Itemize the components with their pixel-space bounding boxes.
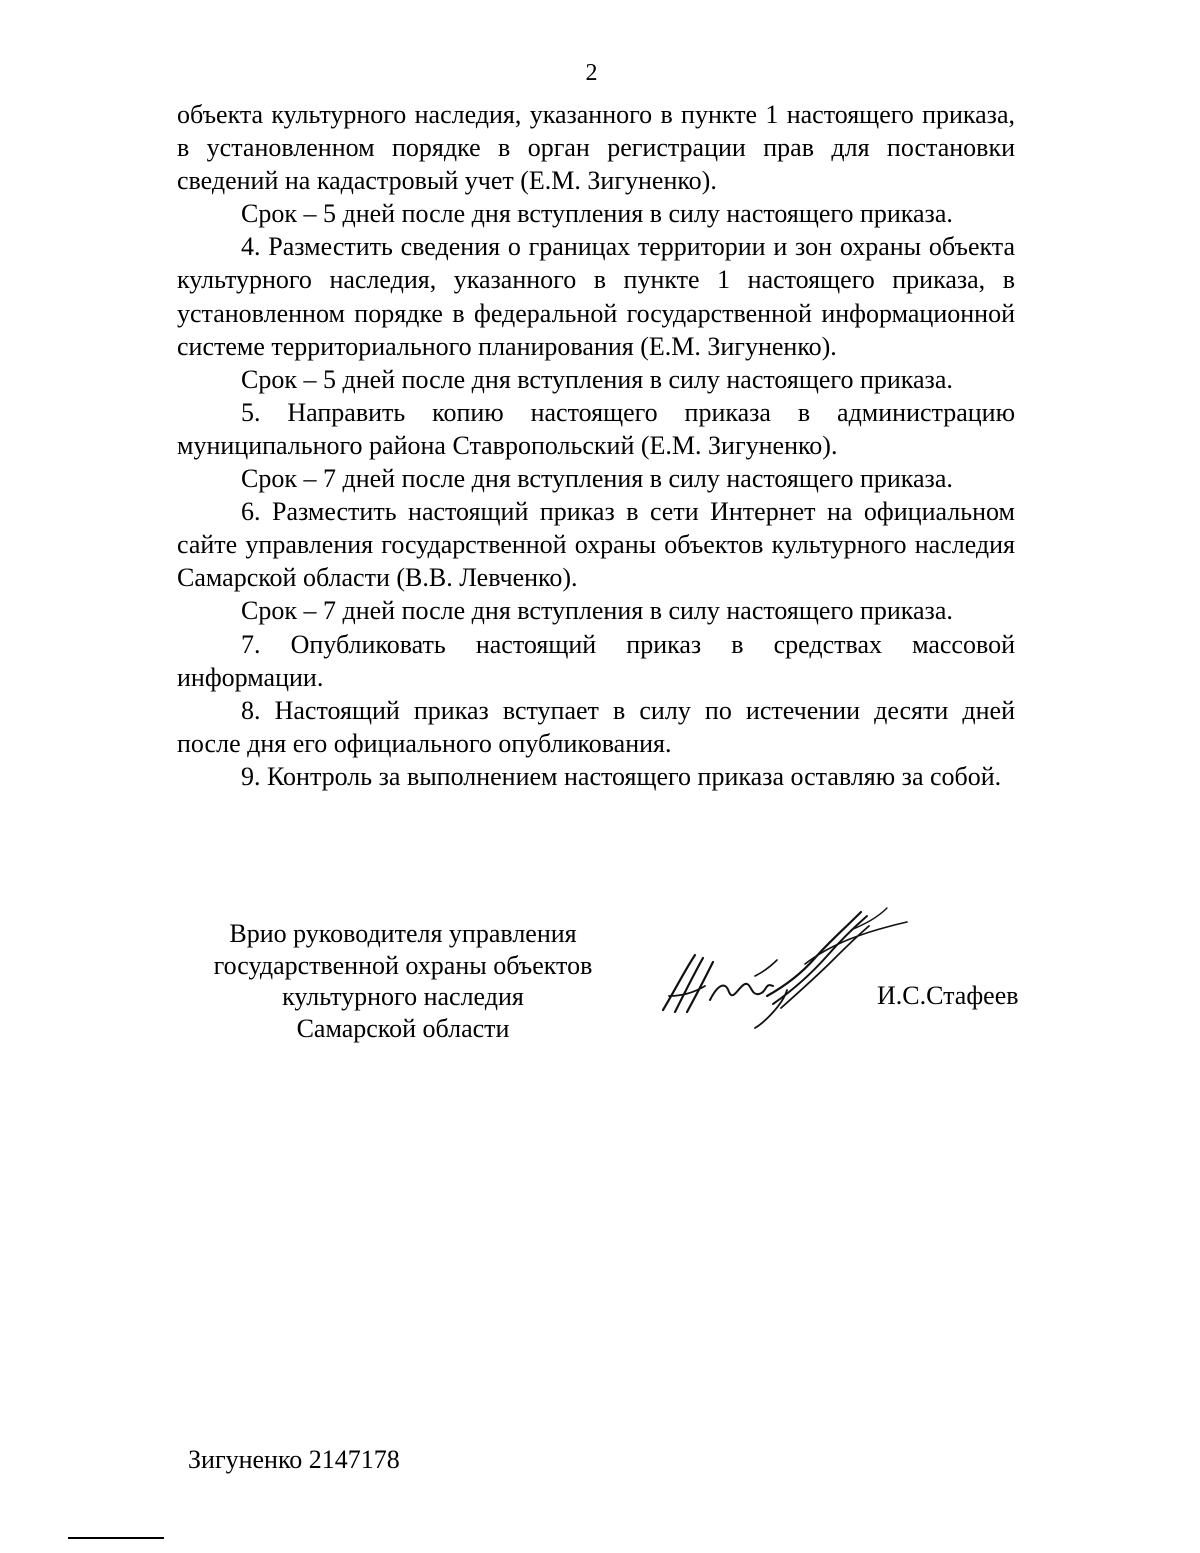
- deadline-paragraph: Срок – 7 дней после дня вступления в силу настоящего приказа.: [241, 464, 953, 494]
- position-line: Самарской области: [296, 1013, 510, 1043]
- signer-name: И.С.Стафеев: [877, 981, 1019, 1010]
- position-line: Врио руководителя управления: [229, 919, 577, 948]
- paragraph-item-9: 9. Контроль за выполнением настоящего приказа оставляю за собой.: [241, 761, 1002, 791]
- paragraph-item-8: 8. Настоящий приказ вступает в силу по истечении десяти дней после дня его официального опубликования.: [177, 695, 1015, 758]
- signatory-position: [188, 918, 618, 1044]
- deadline-paragraph: Срок – 5 дней после дня вступления в силу настоящего приказа.: [241, 199, 953, 229]
- executor-note: Зигуненко 2147178: [188, 1445, 400, 1474]
- signature-icon: [655, 900, 915, 1030]
- paragraph-cadastral-registration: объекта культурного наследия, указанного в пункте 1 настоящего приказа, в установленном порядке в орган регистрации прав для постановки сведений на кадастровый учет (Е.М. Зигуненко).: [177, 100, 1015, 196]
- paragraph-item-5: 5. Направить копию настоящего приказа в администрацию муниципального района Ставропольский (Е.М. Зигуненко).: [177, 397, 1015, 460]
- deadline-paragraph: Срок – 5 дней после дня вступления в силу настоящего приказа.: [241, 364, 953, 394]
- paragraph-item-4: 4. Разместить сведения о границах территории и зон охраны объекта культурного наследия, указанного в пункте 1 настоящего приказа, в установленном порядке в федеральной государственной информационной системе территориального планирования (Е.М. Зигуненко).: [177, 232, 1015, 361]
- footer-divider: [68, 1537, 164, 1539]
- paragraph-item-7: 7. Опубликовать настоящий приказ в средствах массовой информации.: [177, 629, 1015, 692]
- page-number: 2: [585, 60, 598, 86]
- order-body: [177, 98, 1015, 793]
- deadline-paragraph: Срок – 7 дней после дня вступления в силу настоящего приказа.: [241, 596, 953, 626]
- paragraph-item-6: 6. Разместить настоящий приказ в сети Интернет на официальном сайте управления государственной охраны объектов культурного наследия Самарской области (В.В. Левченко).: [177, 497, 1015, 593]
- position-line: культурного наследия: [282, 982, 524, 1011]
- position-line: государственной охраны объектов: [213, 950, 593, 980]
